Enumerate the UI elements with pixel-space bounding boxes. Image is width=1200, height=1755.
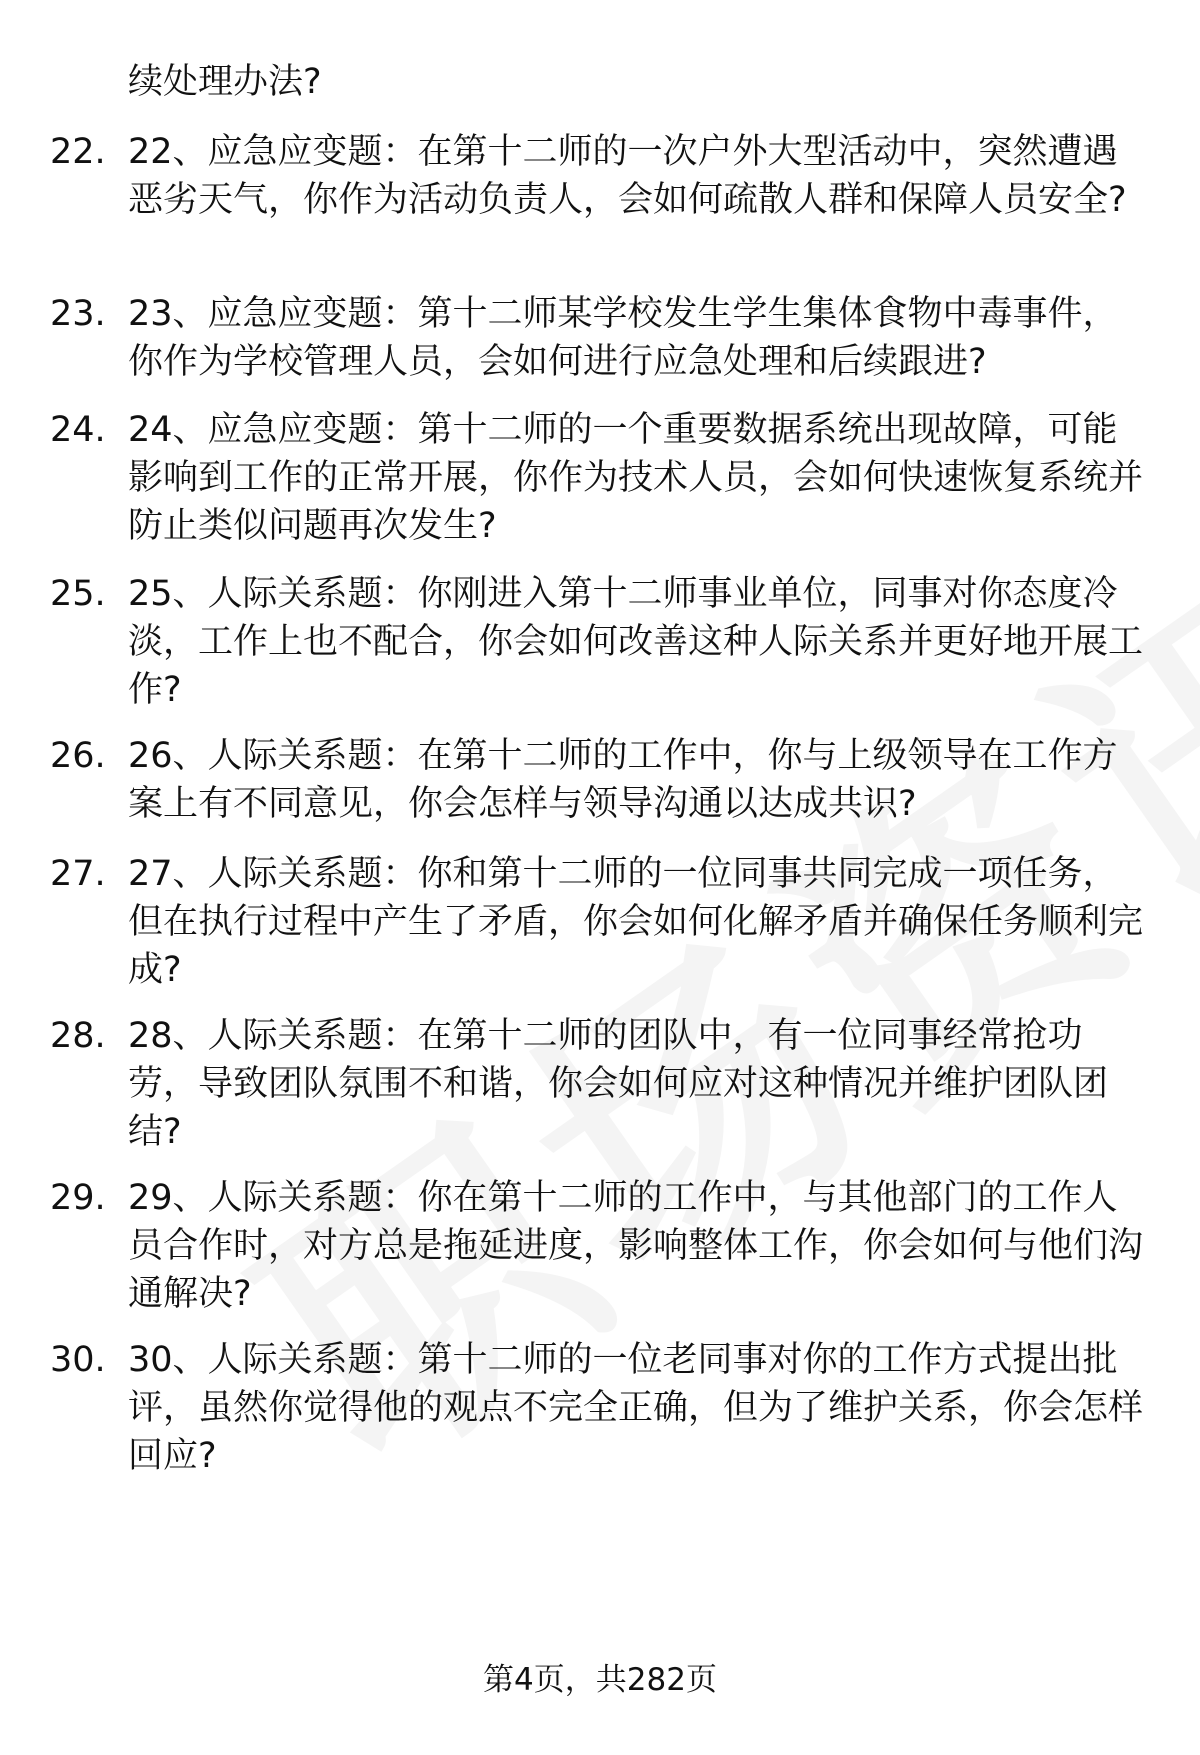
item-number: 23. [50, 294, 106, 334]
item-text: 25、人际关系题：你刚进入第十二师事业单位，同事对你态度冷淡，工作上也不配合，你会如何改善这种人际关系并更好地开展工作? [128, 574, 1144, 710]
item-number: 30. [50, 1340, 106, 1380]
item-number: 28. [50, 1016, 106, 1056]
item-text: 28、人际关系题：在第十二师的团队中，有一位同事经常抢功劳，导致团队氛围不和谐，你会如何应对这种情况并维护团队团结? [128, 1016, 1109, 1152]
item-text: 22、应急应变题：在第十二师的一次户外大型活动中，突然遭遇恶劣天气，你作为活动负责人，会如何疏散人群和保障人员安全? [128, 132, 1127, 220]
item-number: 26. [50, 736, 106, 776]
item-text: 26、人际关系题：在第十二师的工作中，你与上级领导在工作方案上有不同意见，你会怎样与领导沟通以达成共识? [128, 736, 1118, 824]
item-text: 30、人际关系题：第十二师的一位老同事对你的工作方式提出批评，虽然你觉得他的观点不完全正确，但为了维护关系，你会怎样回应? [128, 1340, 1144, 1476]
item-text: 29、人际关系题：你在第十二师的工作中，与其他部门的工作人员合作时，对方总是拖延进度，影响整体工作，你会如何与他们沟通解决? [128, 1178, 1144, 1314]
page-footer: 第4页，共282页 [483, 1662, 717, 1698]
item-number: 29. [50, 1178, 106, 1218]
item-number: 22. [50, 132, 106, 172]
item-text: 23、应急应变题：第十二师某学校发生学生集体食物中毒事件，你作为学校管理人员，会如何进行应急处理和后续跟进? [128, 294, 1118, 382]
item-text: 27、人际关系题：你和第十二师的一位同事共同完成一项任务，但在执行过程中产生了矛盾，你会如何化解矛盾并确保任务顺利完成? [128, 854, 1144, 990]
item-number: 24. [50, 410, 106, 450]
item-text: 24、应急应变题：第十二师的一个重要数据系统出现故障，可能影响到工作的正常开展，你作为技术人员，会如何快速恢复系统并防止类似问题再次发生? [128, 410, 1144, 546]
item-number: 25. [50, 574, 106, 614]
continued-text: 续处理办法? [128, 62, 322, 102]
item-number: 27. [50, 854, 106, 894]
